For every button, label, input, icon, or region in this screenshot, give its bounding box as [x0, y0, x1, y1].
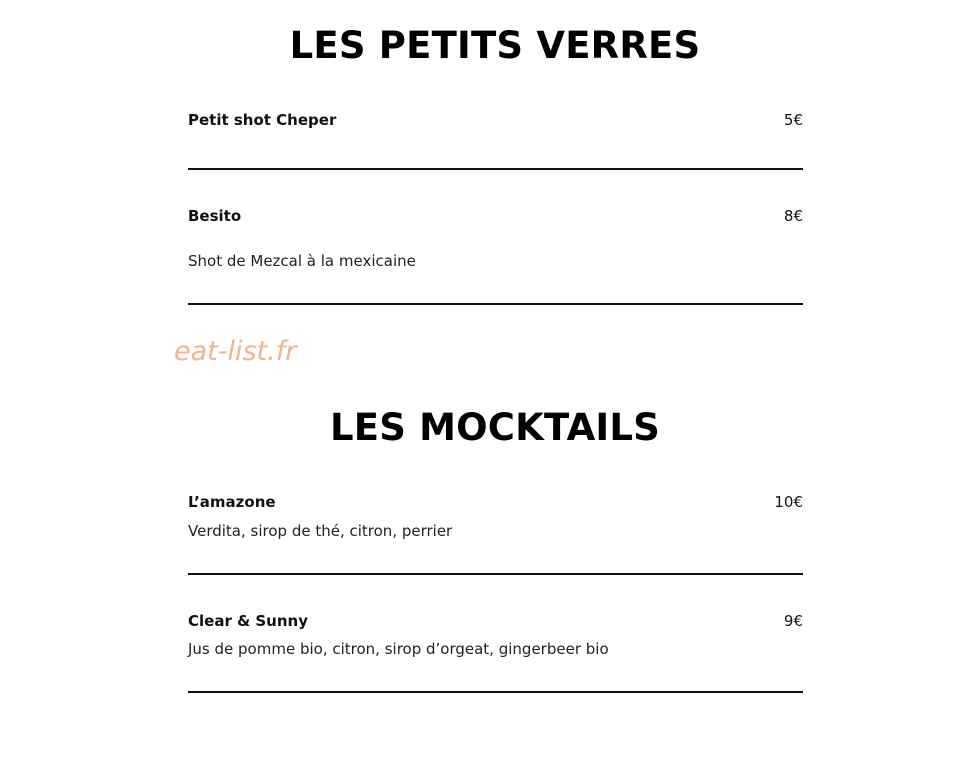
item-price: 9€ — [783, 612, 803, 630]
item-description: Verdita, sirop de thé, citron, perrier — [188, 522, 453, 540]
item-price: 10€ — [774, 493, 803, 511]
section-title-petits-verres: LES PETITS VERRES — [289, 24, 701, 67]
section-title-mocktails: LES MOCKTAILS — [329, 406, 661, 449]
item-name: L’amazone — [188, 493, 276, 511]
item-name: Clear & Sunny — [188, 612, 308, 630]
item-divider — [188, 303, 803, 305]
menu-item — [188, 209, 803, 269]
watermark: eat-list.fr — [174, 336, 297, 367]
item-name: Besito — [188, 207, 242, 225]
item-description: Shot de Mezcal à la mexicaine — [188, 252, 416, 270]
menu-item — [188, 113, 803, 133]
item-divider — [188, 691, 803, 693]
item-divider — [188, 168, 803, 170]
item-name: Petit shot Cheper — [188, 111, 337, 129]
menu-item — [188, 614, 803, 664]
item-price: 8€ — [783, 207, 803, 225]
item-description: Jus de pomme bio, citron, sirop d’orgeat, gingerbeer bio — [188, 640, 609, 658]
item-price: 5€ — [783, 111, 803, 129]
item-divider — [188, 573, 803, 575]
menu-item — [188, 495, 803, 545]
